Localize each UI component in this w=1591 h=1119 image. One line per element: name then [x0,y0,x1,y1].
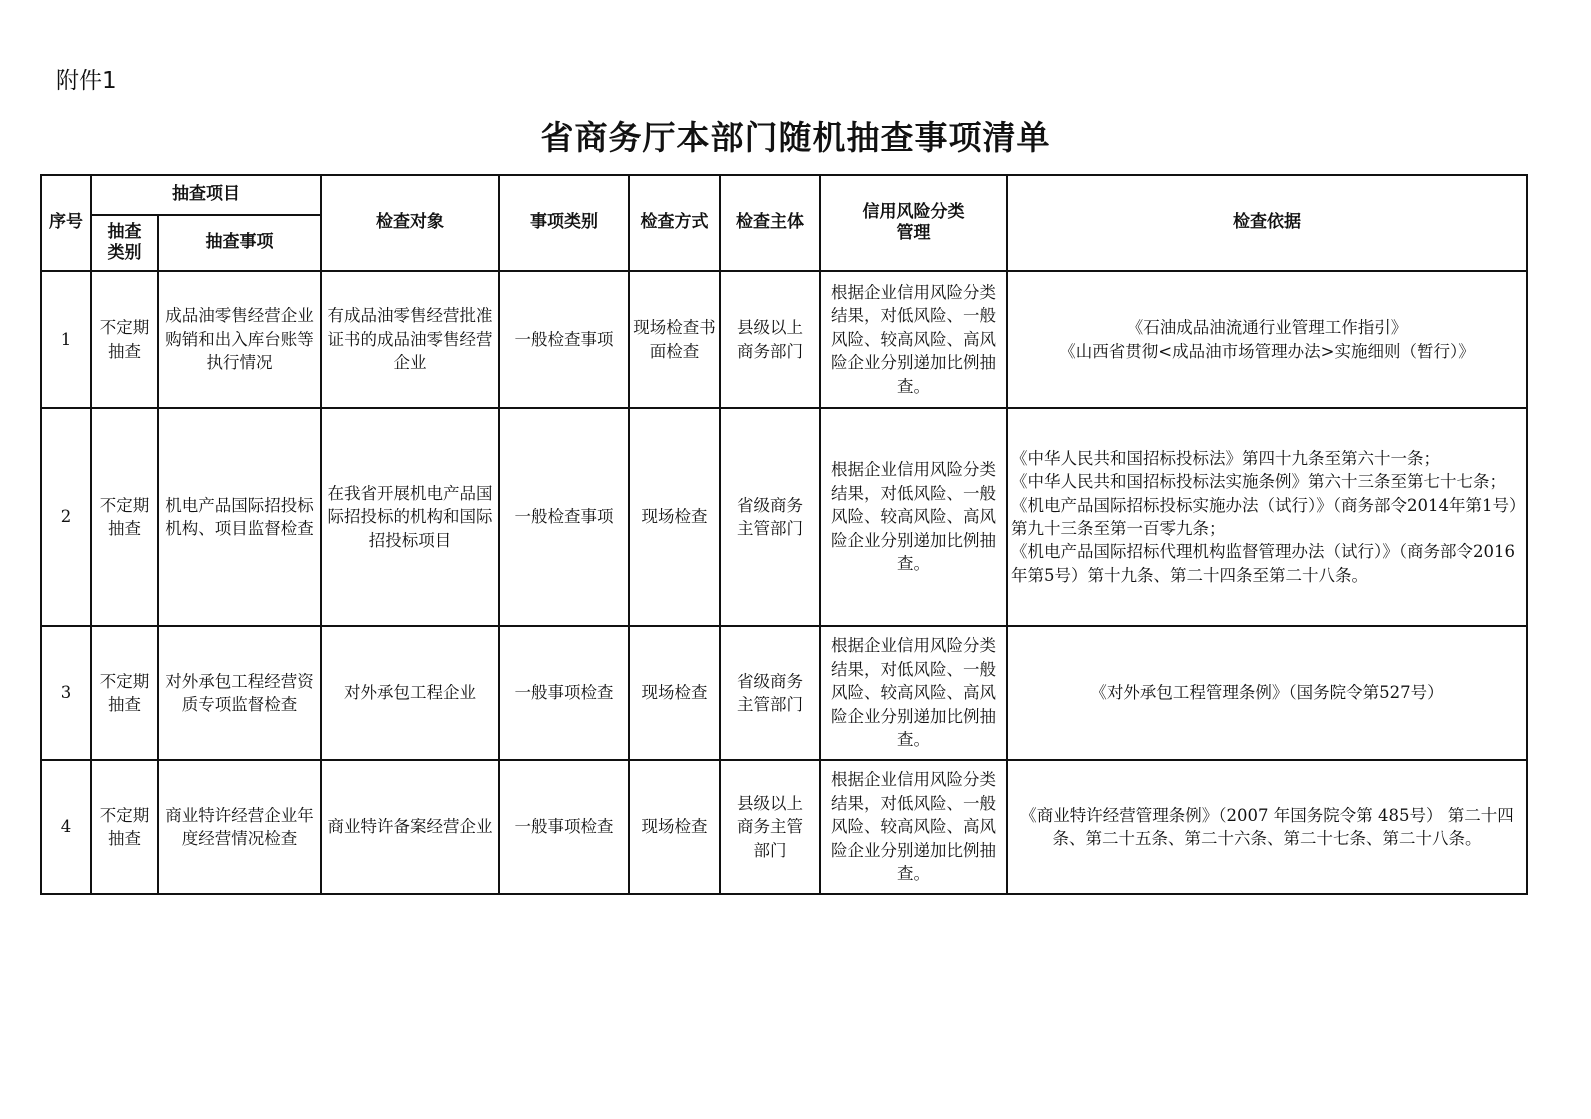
basis-line: 《对外承包工程管理条例》（国务院令第527号） [1090,683,1444,703]
row-subject: 省级商务主管部门 [720,626,820,760]
row-category: 不定期抽查 [91,408,158,626]
table-row [41,271,1527,408]
row-basis [1007,408,1527,626]
row-credit: 根据企业信用风险分类结果，对低风险、一般风险、较高风险、高风险企业分别递加比例抽查。 [820,760,1007,894]
row-category: 不定期抽查 [91,760,158,894]
row-item: 对外承包工程经营资质专项监督检查 [158,626,321,760]
row-basis [1007,760,1527,894]
header-item: 抽查事项 [158,215,321,271]
row-target: 在我省开展机电产品国际招投标的机构和国际招投标项目 [321,408,499,626]
basis-line: 《机电产品国际招标投标实施办法（试行）》（商务部令2014年第1号）第九十三条至第一百零九条； [1011,495,1518,538]
row-method: 现场检查 [629,408,720,626]
row-type: 一般事项检查 [499,626,629,760]
attachment-label: 附件1 [56,68,117,94]
row-item: 机电产品国际招投标机构、项目监督检查 [158,408,321,626]
header-credit: 信用风险分类管理 [820,175,1007,271]
basis-line: 《商业特许经营管理条例》（2007 年国务院令第 485号） 第二十四条、第二十五条、第二十六条、第二十七条、第二十八条。 [1020,805,1514,848]
row-target: 商业特许备案经营企业 [321,760,499,894]
row-subject: 县级以上商务部门 [720,271,820,408]
row-category: 不定期抽查 [91,271,158,408]
row-index: 4 [41,760,91,894]
basis-line: 《中华人民共和国招标投标法实施条例》第六十三条至第七十七条； [1011,472,1506,492]
header-type: 事项类别 [499,175,629,271]
basis-line: 《机电产品国际招标代理机构监督管理办法（试行）》（商务部令2016年第5号）第十九条、第二十四条至第二十八条。 [1011,542,1515,585]
row-type: 一般事项检查 [499,760,629,894]
row-index: 2 [41,408,91,626]
row-method: 现场检查书面检查 [629,271,720,408]
row-target: 对外承包工程企业 [321,626,499,760]
table-row [41,626,1527,760]
row-type: 一般检查事项 [499,408,629,626]
row-method: 现场检查 [629,626,720,760]
table-row [41,760,1527,894]
row-index: 1 [41,271,91,408]
inspection-items-table [40,174,1528,895]
row-credit: 根据企业信用风险分类结果，对低风险、一般风险、较高风险、高风险企业分别递加比例抽查。 [820,626,1007,760]
row-method: 现场检查 [629,760,720,894]
row-basis [1007,271,1527,408]
table-row [41,408,1527,626]
header-basis: 检查依据 [1007,175,1527,271]
header-subject: 检查主体 [720,175,820,271]
header-project-group: 抽查项目 [91,175,321,215]
row-category: 不定期抽查 [91,626,158,760]
row-type: 一般检查事项 [499,271,629,408]
page-title: 省商务厅本部门随机抽查事项清单 [540,118,1051,157]
row-target: 有成品油零售经营批准证书的成品油零售经营企业 [321,271,499,408]
row-subject: 县级以上商务主管部门 [720,760,820,894]
basis-line: 《中华人民共和国招标投标法》第四十九条至第六十一条； [1011,448,1440,468]
row-item: 商业特许经营企业年度经营情况检查 [158,760,321,894]
row-credit: 根据企业信用风险分类结果，对低风险、一般风险、较高风险、高风险企业分别递加比例抽查。 [820,271,1007,408]
header-target: 检查对象 [321,175,499,271]
header-index: 序号 [41,175,91,271]
row-index: 3 [41,626,91,760]
basis-line: 《石油成品油流通行业管理工作指引》 [1126,318,1408,338]
row-basis [1007,626,1527,760]
basis-line: 《山西省贯彻<成品油市场管理办法>实施细则（暂行）》 [1059,341,1475,361]
header-method: 检查方式 [629,175,720,271]
row-item: 成品油零售经营企业购销和出入库台账等执行情况 [158,271,321,408]
header-category: 抽查类别 [91,215,158,271]
row-credit: 根据企业信用风险分类结果，对低风险、一般风险、较高风险、高风险企业分别递加比例抽查。 [820,408,1007,626]
row-subject: 省级商务主管部门 [720,408,820,626]
